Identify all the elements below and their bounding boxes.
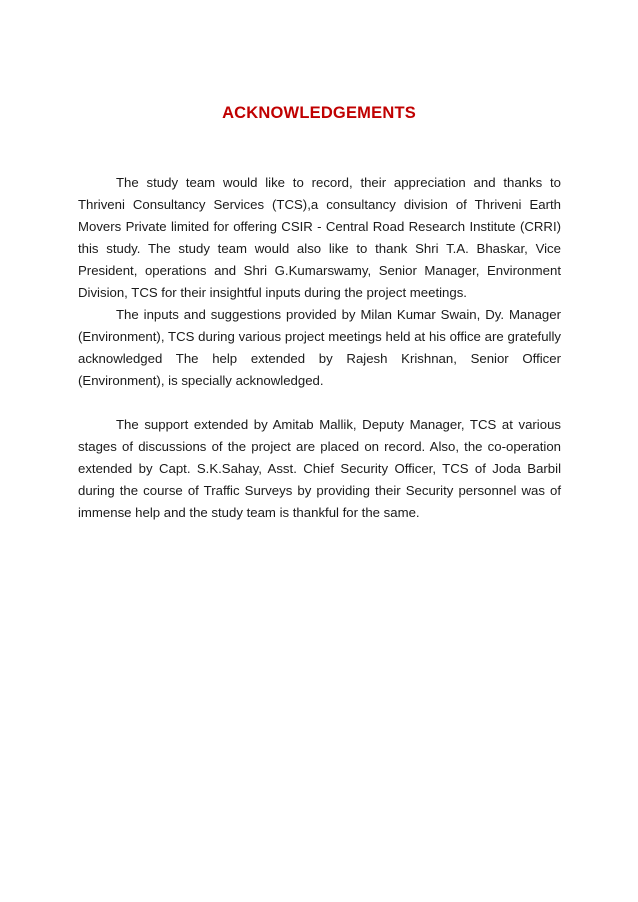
- paragraph-appreciation-thriveni: The study team would like to record, their appreciation and thanks to Thriveni Consultancy Services (TCS),a consultancy division of Thriveni Earth Movers Private limited for offering CSIR - Central Road Research Institute (CRRI) this study. The study team would also like to thank Shri T.A. Bhaskar, Vice President, operations and Shri G.Kumarswamy, Senior Manager, Environment Division, TCS for their insightful inputs during the project meetings.: [78, 175, 561, 300]
- paragraph-inputs-suggestions: The inputs and suggestions provided by Milan Kumar Swain, Dy. Manager (Environment), TCS during various project meetings held at his office are gratefully acknowledged The help extended by Rajesh Krishnan, Senior Officer (Environment), is specially acknowledged.: [78, 307, 561, 388]
- paragraph-support-extended: The support extended by Amitab Mallik, Deputy Manager, TCS at various stages of discussions of the project are placed on record. Also, the co-operation extended by Capt. S.K.Sahay, Asst. Chief Security Officer, TCS of Joda Barbil during the course of Traffic Surveys by providing their Security personnel was of immense help and the study team is thankful for the same.: [78, 417, 561, 520]
- page-title: ACKNOWLEDGEMENTS: [222, 104, 416, 122]
